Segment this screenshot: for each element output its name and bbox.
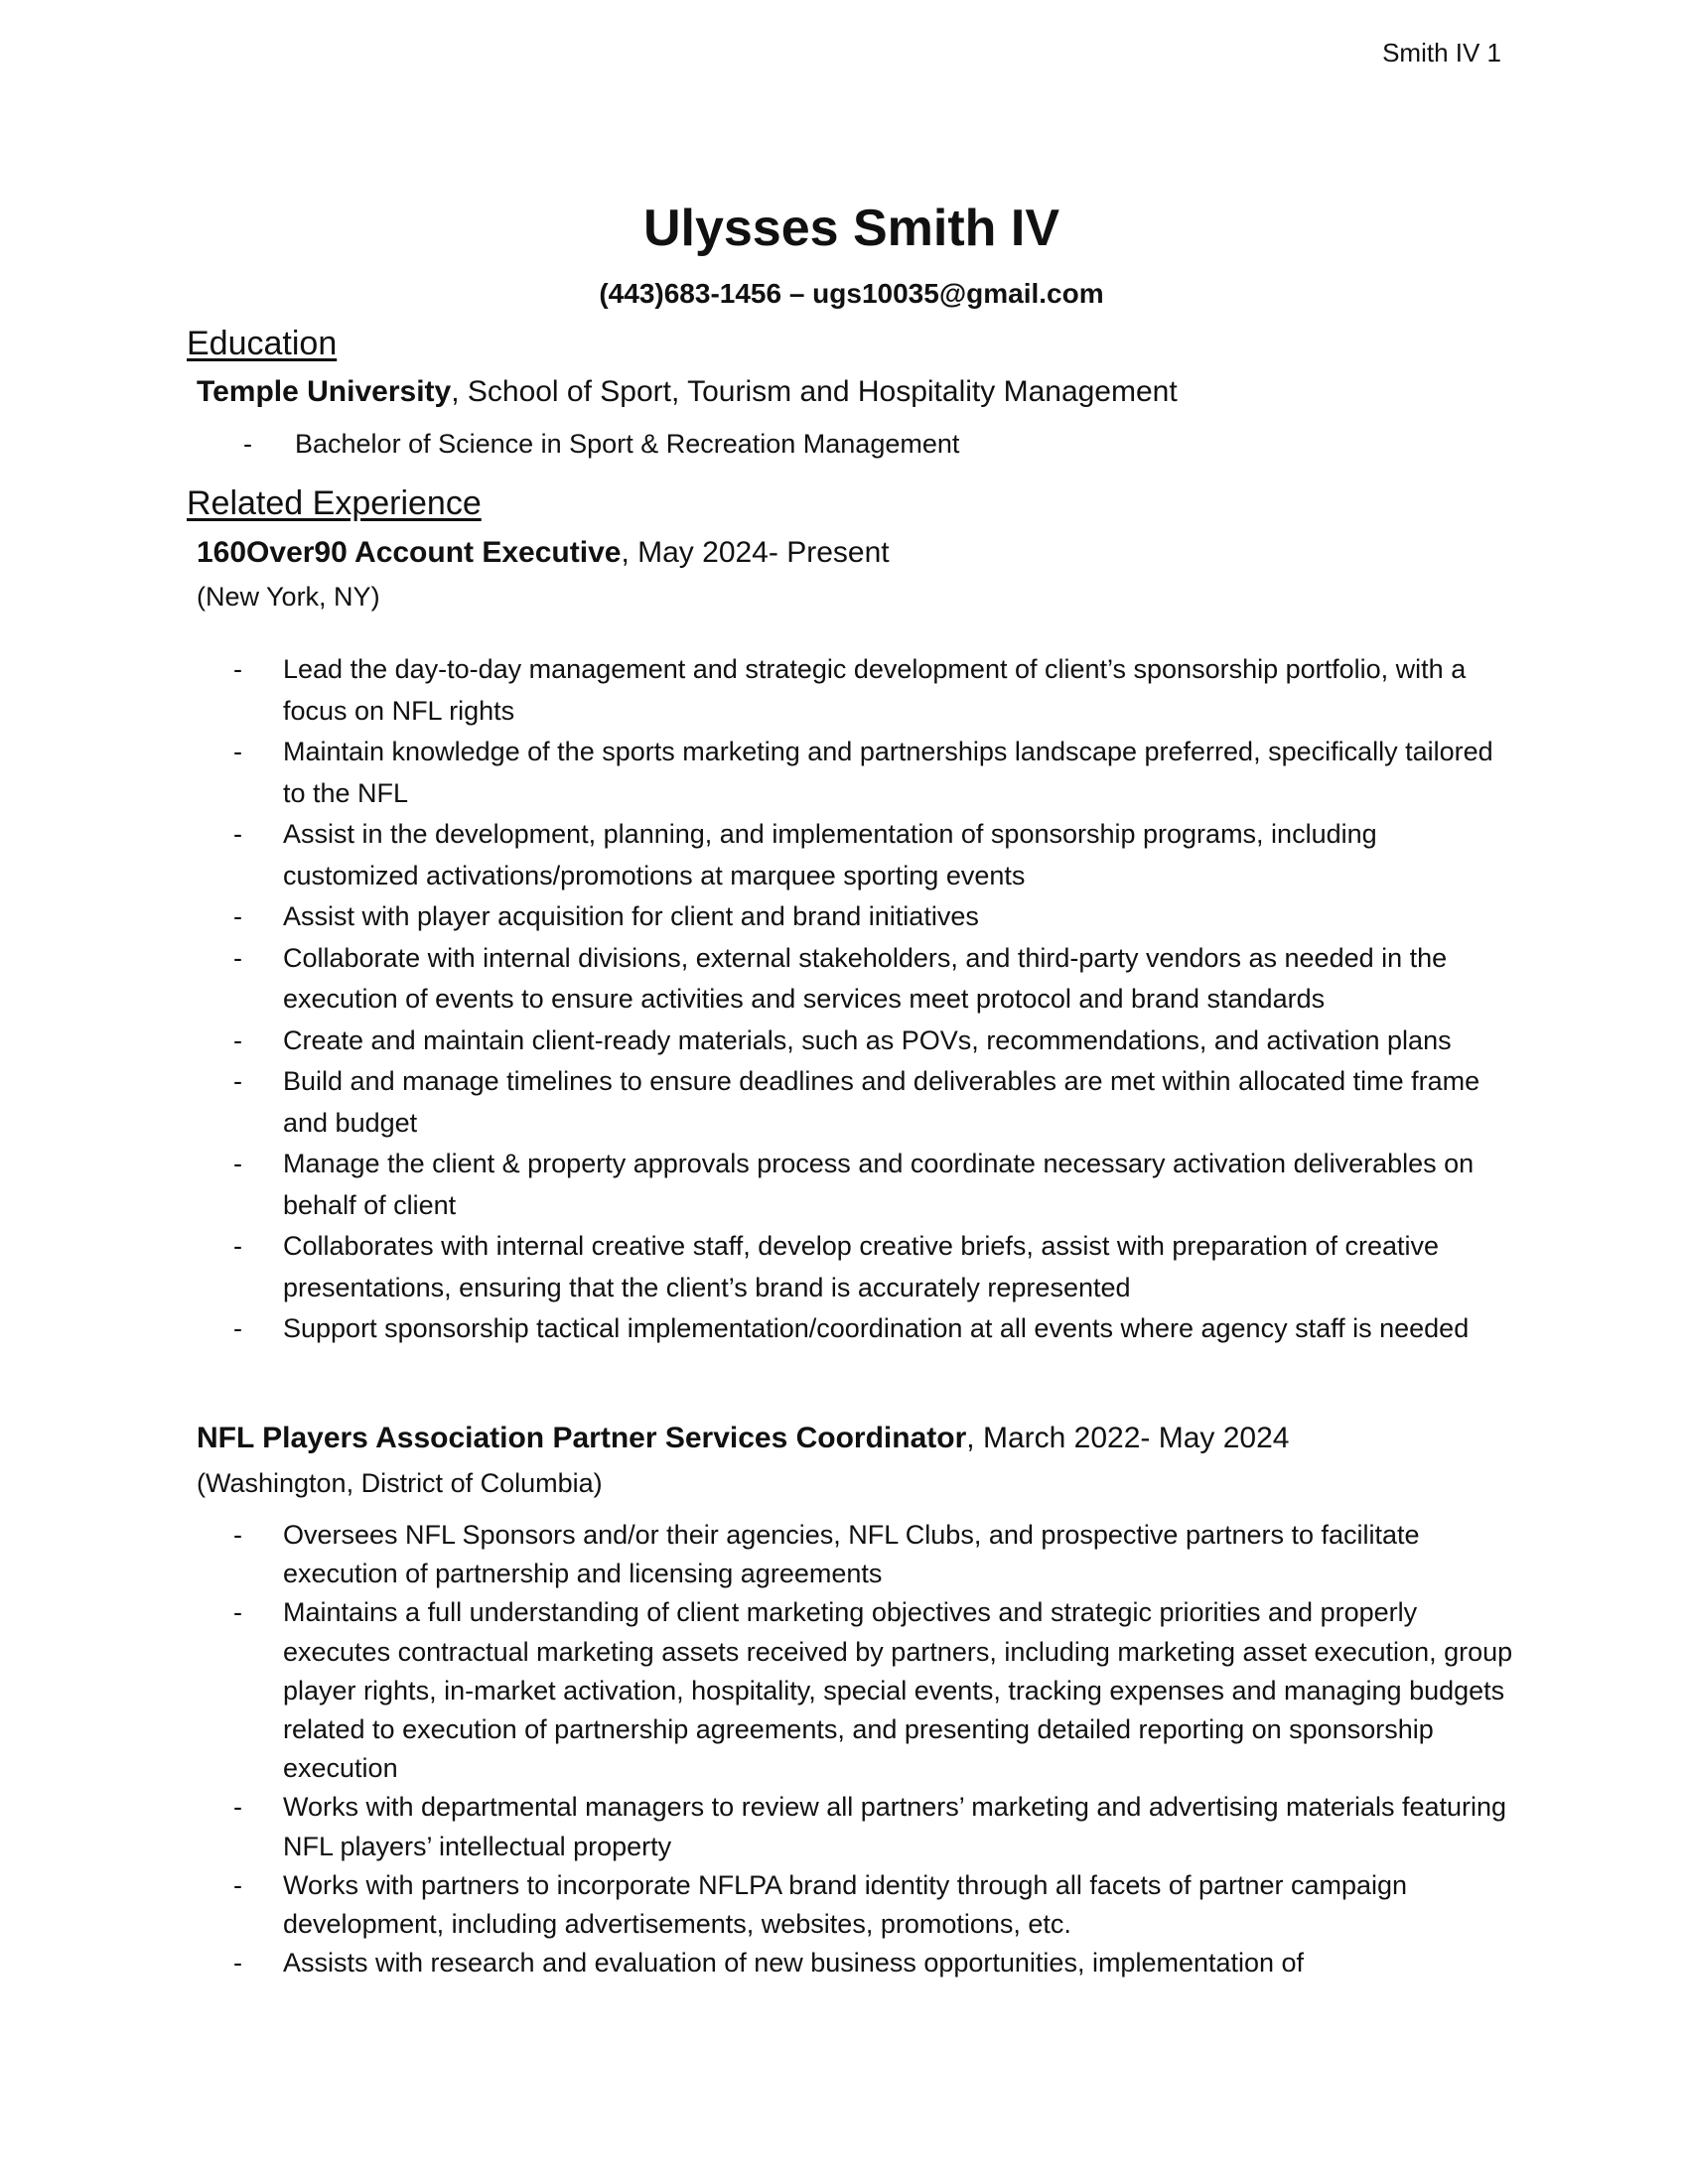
job-2-location: (Washington, District of Columbia)	[197, 1468, 603, 1498]
job-2-bullets	[233, 1516, 1514, 1982]
job-2-dates: , March 2022- May 2024	[966, 1422, 1290, 1454]
education-list	[243, 426, 1137, 462]
list-item: - Support sponsorship tactical implementation/coordination at all events where agency staff is needed	[233, 1308, 1514, 1350]
list-item: - Lead the day-to-day management and strategic development of client’s sponsorship portfolio, with a focus on NFL rights	[233, 649, 1514, 732]
list-item: - Collaborate with internal divisions, external stakeholders, and third-party vendors as needed in the execution of events to ensure activities and services meet protocol and brand standards	[233, 938, 1514, 1021]
list-item: - Works with partners to incorporate NFLPA brand identity through all facets of partner campaign development, including advertisements, websites, promotions, etc.	[233, 1866, 1514, 1944]
list-item: - Works with departmental managers to review all partners’ marketing and advertising materials featuring NFL players’ intellectual property	[233, 1788, 1514, 1865]
list-item: - Create and maintain client-ready materials, such as POVs, recommendations, and activation plans	[233, 1021, 1514, 1062]
list-item: - Assists with research and evaluation of new business opportunities, implementation of	[233, 1944, 1514, 1982]
job-1-dates: , May 2024- Present	[621, 536, 890, 569]
list-item: - Build and manage timelines to ensure deadlines and deliverables are met within allocated time frame and budget	[233, 1061, 1514, 1144]
list-item: - Assist with player acquisition for client and brand initiatives	[233, 896, 1514, 938]
degree-item: - Bachelor of Science in Sport & Recreation Management	[243, 426, 1137, 462]
school-detail: , School of Sport, Tourism and Hospitality Management	[451, 375, 1178, 408]
list-item: - Maintains a full understanding of client marketing objectives and strategic priorities and properly executes contractual marketing assets received by partners, including marketing asset execution, group player rights, in-market activation, hospitality, special events, tracking expenses and managing budgets related to execution of partnership agreements, and presenting detailed reporting on sponsorship execution	[233, 1593, 1514, 1788]
school-name: Temple University	[197, 375, 452, 408]
experience-heading: Related Experience	[187, 484, 482, 522]
list-item: - Manage the client & property approvals process and coordinate necessary activation deliverables on behalf of client	[233, 1144, 1514, 1226]
resume-name: Ulysses Smith IV	[642, 200, 1060, 257]
list-item: - Maintain knowledge of the sports marketing and partnerships landscape preferred, specifically tailored to the NFL	[233, 732, 1514, 814]
list-item: - Assist in the development, planning, and implementation of sponsorship programs, including customized activations/promotions at marquee sporting events	[233, 814, 1514, 896]
page-header: Smith IV 1	[1382, 38, 1501, 68]
job-2-title: NFL Players Association Partner Services Coordinator	[197, 1422, 967, 1454]
job-1-location: (New York, NY)	[197, 582, 380, 612]
job-1-bullets	[233, 649, 1514, 1350]
contact-line: (443)683-1456 – ugs10035@gmail.com	[599, 278, 1104, 309]
list-item: - Oversees NFL Sponsors and/or their agencies, NFL Clubs, and prospective partners to facilitate execution of partnership and licensing agreements	[233, 1516, 1514, 1593]
job-2-title-line	[197, 1422, 1289, 1455]
education-school-line	[197, 375, 1178, 409]
job-1-title-line	[197, 536, 890, 570]
list-item: - Collaborates with internal creative staff, develop creative briefs, assist with preparation of creative presentations, ensuring that the client’s brand is accurately represented	[233, 1226, 1514, 1308]
education-heading: Education	[187, 325, 338, 362]
job-1-title: 160Over90 Account Executive	[197, 536, 622, 569]
